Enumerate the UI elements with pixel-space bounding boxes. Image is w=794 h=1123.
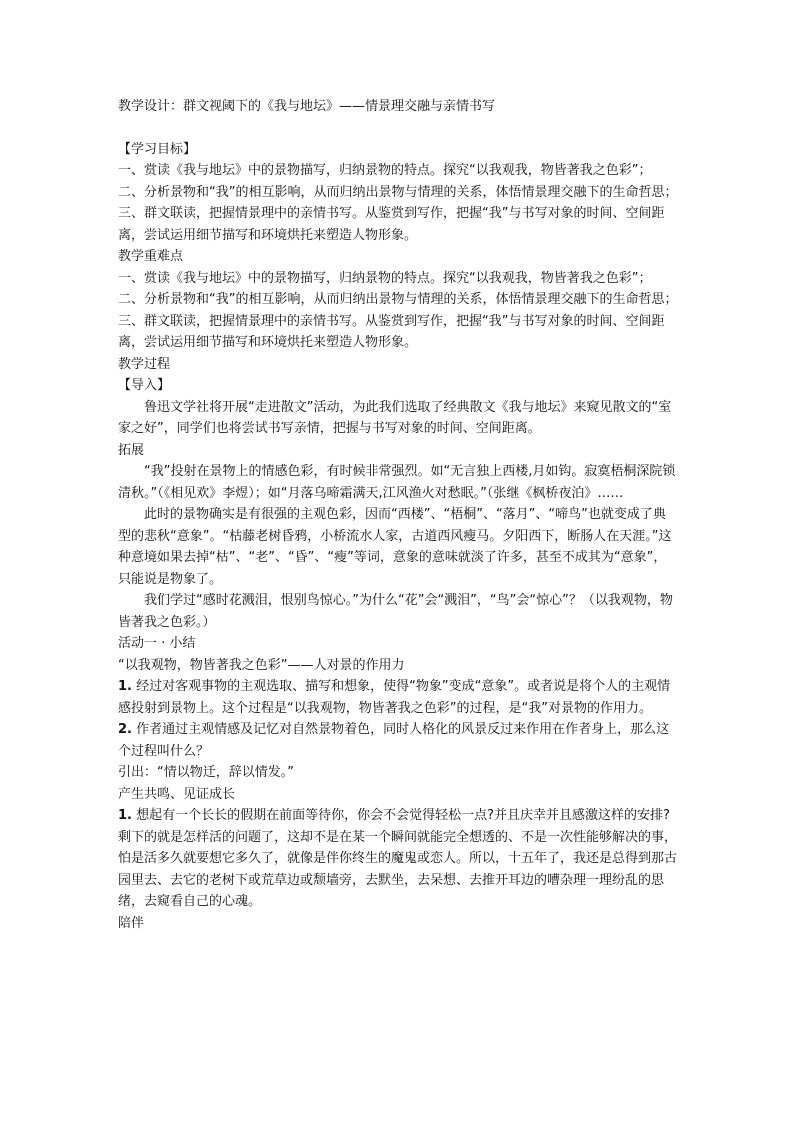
activity-item-number: 2. xyxy=(118,722,132,737)
expand-paragraph: 此时的景物确实是有很强的主观色彩，因而“西楼”、“梧桐”、“落月”、“啼鸟”也就变成了典型的悲秋“意象”。“枯藤老树昏鸦，小桥流水人家，古道西风瘦马。夕阳西下，断肠人在天涯。”这种意境如果去掉“枯”、“老”、“昏”、“瘦”等词，意象的意味就淡了许多，甚至不成其为“意象”，只能说是物象了。 xyxy=(118,507,672,587)
resonance-item xyxy=(118,805,678,913)
expand-heading: 拓展 xyxy=(118,442,145,458)
activity-item-text: 经过对客观事物的主观选取、描写和想象，使得“物象”变成“意象”。或者说是将个人的主观情感投射到景物上。这个过程是“以我观物，物皆著我之色彩”的过程，是“我”对景物的作用力。 xyxy=(118,679,671,716)
activity-heading: 活动一 · 小结 xyxy=(118,636,196,651)
activity-item-number: 1. xyxy=(118,679,132,694)
companion-heading: 陪伴 xyxy=(118,915,145,931)
activity-item xyxy=(118,719,678,762)
intro-paragraph: 鲁迅文学社将开展“走进散文”活动，为此我们选取了经典散文《我与地坛》来窥见散文的“室家之好”，同学们也将尝试书写亲情，把握与书写对象的时间、空间距离。 xyxy=(118,399,672,436)
objective-item: 二、分析景物和“我”的相互影响，从而归纳出景物与情理的关系，体悟情景理交融下的生命哲思； xyxy=(118,184,678,200)
expand-paragraph: “我”投射在景物上的情感色彩，有时候非常强烈。如“无言独上西楼,月如钩。寂寞梧桐深院锁清秋。”（《相见欢》李煜）；如“月落乌啼霜满天,江风渔火对愁眠。”（张继《枫桥夜泊》…… xyxy=(118,464,676,501)
activity-item xyxy=(118,676,678,719)
expand-paragraph: 我们学过“感时花溅泪，恨别鸟惊心。”为什么“花”会“溅泪”，“鸟”会“惊心”？（以我观物，物皆著我之色彩。） xyxy=(118,593,673,630)
activity-item-text: 作者通过主观情感及记忆对自然景物着色，同时人格化的风景反过来作用在作者身上，那么这个过程叫什么？ xyxy=(118,722,670,759)
objective-item: 三、群文联读，把握情景理中的亲情书写。从鉴赏到写作，把握“我”与书写对象的时间、空间距离，尝试运用细节描写和环境烘托来塑造人物形象。 xyxy=(118,206,665,243)
document-page xyxy=(118,96,678,934)
lead-out-line: 引出：“情以物迁，辞以情发。” xyxy=(118,765,294,780)
keypoint-item: 一、赏读《我与地坛》中的景物描写，归纳景物的特点。探究“以我观我，物皆著我之色彩”； xyxy=(118,270,652,286)
resonance-item-text: 想起有一个长长的假期在前面等待你，你会不会觉得轻松一点?并且庆幸并且感激这样的安排?剩下的就是怎样活的问题了，这却不是在某一个瞬间就能完全想透的、不是一次性能够解决的事，怕是活多久就要想它多久了，就像是伴你终生的魔鬼或恋人。所以，十五年了，我还是总得到那古园里去、去它的老树下或荒草边或颓墙旁，去默坐，去呆想、去推开耳边的嘈杂理一理纷乱的思绪，去窥看自己的心魂。 xyxy=(118,808,678,909)
resonance-heading: 产生共鸣、见证成长 xyxy=(118,786,236,802)
activity-subheading: “以我观物，物皆著我之色彩”——人对景的作用力 xyxy=(118,657,405,673)
keypoint-item: 二、分析景物和“我”的相互影响，从而归纳出景物与情理的关系，体悟情景理交融下的生命哲思； xyxy=(118,292,678,307)
intro-heading: 【导入】 xyxy=(118,378,171,393)
process-heading: 教学过程 xyxy=(118,356,171,372)
keypoints-heading: 教学重难点 xyxy=(118,249,184,264)
document-title: 教学设计：群文视阈下的《我与地坛》——情景理交融与亲情书写 xyxy=(118,99,496,114)
objectives-heading: 【学习目标】 xyxy=(118,141,197,157)
objective-item: 一、赏读《我与地坛》中的景物描写，归纳景物的特点。探究“以我观我，物皆著我之色彩”； xyxy=(118,163,652,178)
keypoint-item: 三、群文联读，把握情景理中的亲情书写。从鉴赏到写作，把握“我”与书写对象的时间、空间距离，尝试运用细节描写和环境烘托来塑造人物形象。 xyxy=(118,313,665,350)
resonance-item-number: 1. xyxy=(118,808,132,823)
